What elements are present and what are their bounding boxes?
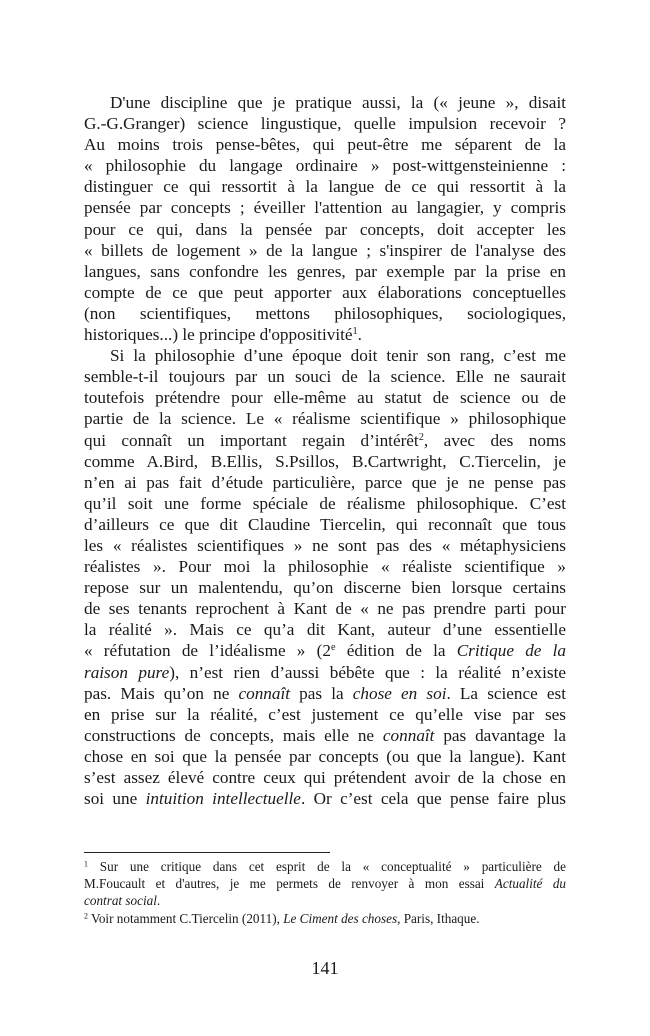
text-run: historiques...) le principe d'oppositivité: [84, 325, 353, 345]
italic-text: intuition intellectuelle: [145, 789, 301, 809]
text-run: M.Foucault et d'autres, je me permets de renvoyer à mon essai: [84, 876, 495, 892]
text-run: édition de la: [335, 641, 457, 661]
italic-text: Actualité du: [494, 876, 567, 892]
text-run: semble-t-il toujours par un souci de la science. Elle ne saurait: [84, 367, 566, 387]
text-run: repose sur un malentendu, qu’on discerne bien lorsque certains: [84, 578, 566, 598]
text-run: langues, sans confondre les genres, par exemple par la prise en: [84, 261, 566, 281]
text-line: [84, 556, 566, 577]
text-run: qui connaît un important regain d’intérêt: [84, 430, 419, 450]
footnote-line: [84, 910, 566, 927]
italic-text: connaît: [382, 725, 435, 745]
text-run: chose en soi que la pensée par concepts (ou que la langue). Kant: [84, 746, 566, 766]
italic-text: Critique de la: [456, 641, 566, 661]
text-run: pour ce qui, dans la pensée par concepts, doit accepter les: [84, 219, 566, 239]
text-run: d’ailleurs ce que dit Claudine Tiercelin, qui reconnaît que tous: [84, 514, 566, 534]
text-run: ), n’est rien d’aussi bébête que : la réalité n’existe: [169, 662, 566, 682]
text-line: [84, 366, 566, 387]
text-line: [84, 92, 566, 113]
text-line: [84, 619, 566, 640]
text-line: [84, 598, 566, 619]
text-line: [84, 725, 566, 746]
text-run: pas. Mais qu’on ne: [84, 683, 239, 703]
text-run: (non scientifiques, mettons philosophiques, sociologiques,: [84, 303, 566, 323]
text-run: D'une discipline que je pratique aussi, la (« jeune », disait: [110, 93, 566, 112]
text-line: [84, 134, 566, 155]
text-run: s’est assez élevé contre ceux qui prétendent avoir de la chose en: [84, 768, 566, 787]
text-line: [84, 451, 566, 472]
text-line: [84, 282, 566, 303]
text-run: Sur une critique dans cet esprit de la « conceptualité » particulière de: [87, 859, 566, 874]
footnote-marker: 2: [418, 431, 424, 443]
footnote-marker: 1: [352, 325, 358, 337]
text-line: [84, 704, 566, 725]
text-run: pas davantage la: [434, 725, 567, 745]
text-line: [84, 324, 566, 345]
text-run: réalistes ». Pour moi la philosophie « réaliste scientifique »: [84, 557, 566, 577]
text-run: de ses tenants reprochent à Kant de « ne pas prendre parti pour: [84, 599, 566, 619]
footnote-separator: [84, 852, 330, 853]
text-line: [84, 155, 566, 176]
italic-text: Le Ciment des choses: [283, 910, 398, 926]
text-run: soi une: [84, 789, 146, 809]
text-line: [84, 662, 566, 683]
text-run: « billets de logement » de la langue ; s'inspirer de l'analyse des: [84, 240, 566, 260]
footnote-marker: 2: [84, 910, 88, 920]
main-text: [84, 92, 566, 809]
text-run: distinguer ce qui ressortit à la langue de ce qui ressortit à la: [84, 177, 566, 197]
text-run: , avec des noms: [423, 430, 566, 450]
text-line: [84, 472, 566, 493]
text-line: [84, 640, 566, 661]
text-run: n’en ai pas fait d’étude particulière, parce que je ne pense pas: [84, 472, 566, 492]
text-run: , Paris, Ithaque.: [397, 910, 480, 926]
text-line: [84, 176, 566, 197]
text-line: [84, 493, 566, 514]
text-run: Au moins trois pense-bêtes, qui peut-être me séparent de la: [84, 135, 566, 155]
text-line: [84, 113, 566, 134]
footnote-marker: 1: [84, 859, 88, 869]
text-line: [84, 788, 566, 809]
text-line: [84, 240, 566, 261]
text-run: compte de ce que peut apporter aux élaborations conceptuelles: [84, 282, 566, 302]
text-run: comme A.Bird, B.Ellis, S.Psillos, B.Cartwright, C.Tiercelin, je: [84, 451, 566, 471]
text-run: Si la philosophie d’une époque doit tenir son rang, c’est me: [110, 346, 566, 366]
text-run: pas la: [290, 683, 353, 703]
italic-text: chose en soi: [352, 683, 447, 703]
text-line: [84, 577, 566, 598]
text-run: en prise sur la réalité, c’est justement ce qu’elle vise par ses: [84, 704, 566, 724]
text-line: [84, 408, 566, 429]
text-run: partie de la science. Le « réalisme scientifique » philosophique: [84, 409, 566, 429]
text-line: [84, 387, 566, 408]
text-line: [84, 219, 566, 240]
text-run: . La science est: [446, 683, 566, 703]
italic-text: raison pure: [84, 662, 170, 682]
text-run: . Or c’est cela que pense faire plus: [300, 789, 566, 809]
text-line: [84, 345, 566, 366]
italic-text: connaît: [238, 683, 291, 703]
text-run: pensée par concepts ; éveiller l'attention au langagier, y compris: [84, 198, 566, 218]
text-line: [84, 197, 566, 218]
text-run: toutefois prétendre pour elle-même au statut de science ou de: [84, 388, 566, 408]
text-run: Voir notamment C.Tiercelin (2011),: [87, 910, 284, 926]
text-run: constructions de concepts, mais elle ne: [84, 725, 383, 745]
text-run: qu’il soit une forme spéciale de réalisme philosophique. C’est: [84, 493, 566, 513]
text-run: « réfutation de l’idéalisme » (2: [84, 641, 331, 661]
text-line: [84, 683, 566, 704]
text-line: [84, 514, 566, 535]
italic-text: contrat social: [84, 893, 157, 909]
text-line: [84, 746, 566, 767]
text-run: .: [156, 893, 161, 909]
page-number: 141: [311, 958, 339, 978]
text-line: [84, 261, 566, 282]
footnotes: [84, 858, 566, 927]
text-run: « philosophie du langage ordinaire » post-wittgensteinienne :: [84, 156, 566, 176]
text-run: G.-G.Granger) science lingustique, quelle impulsion recevoir ?: [84, 114, 566, 134]
footnote-line: [84, 892, 566, 909]
text-line: [84, 430, 566, 451]
footnote-line: [84, 858, 566, 875]
footnote-marker: e: [330, 642, 336, 654]
text-run: les « réalistes scientifiques » ne sont pas des « métaphysiciens: [84, 535, 566, 555]
text-line: [84, 767, 566, 788]
text-line: [84, 535, 566, 556]
text-run: la réalité ». Mais ce qu’a dit Kant, auteur d’une essentielle: [84, 620, 566, 640]
text-run: .: [357, 325, 362, 345]
footnote-line: [84, 875, 566, 892]
text-line: [84, 303, 566, 324]
